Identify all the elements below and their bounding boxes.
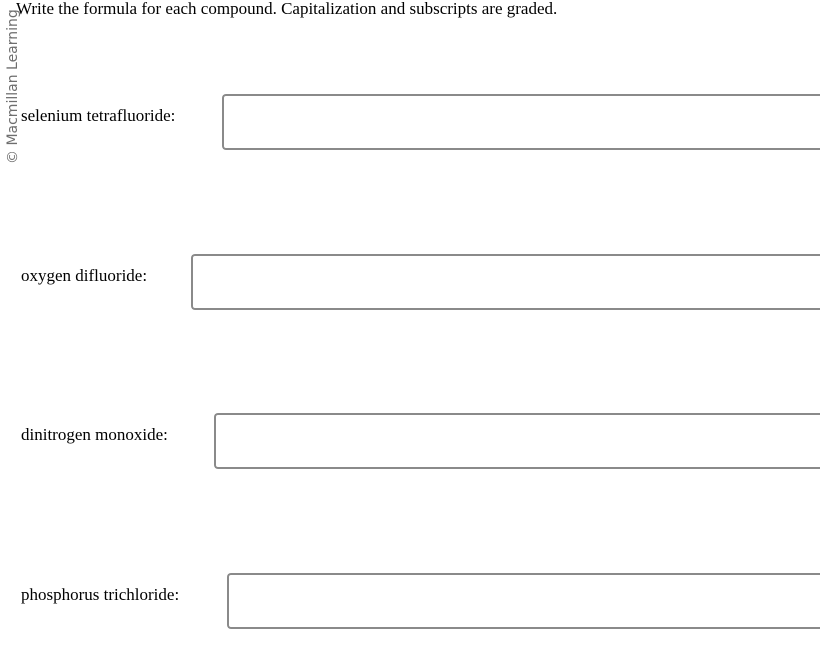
answer-input-oxygen-difluoride[interactable] xyxy=(191,254,820,310)
question-label-oxygen-difluoride: oxygen difluoride: xyxy=(21,266,148,285)
question-label-phosphorus-trichloride: phosphorus trichloride: xyxy=(21,585,180,604)
answer-input-dinitrogen-monoxide[interactable] xyxy=(214,413,820,469)
answer-input-phosphorus-trichloride[interactable] xyxy=(227,573,820,629)
question-label-dinitrogen-monoxide: dinitrogen monoxide: xyxy=(21,425,168,444)
answer-input-selenium-tetrafluoride[interactable] xyxy=(222,94,820,150)
copyright-watermark: © Macmillan Learning xyxy=(5,9,21,164)
question-label-selenium-tetrafluoride: selenium tetrafluoride: xyxy=(21,106,176,125)
instructions-text: Write the formula for each compound. Capitalization and subscripts are graded. xyxy=(16,0,558,18)
